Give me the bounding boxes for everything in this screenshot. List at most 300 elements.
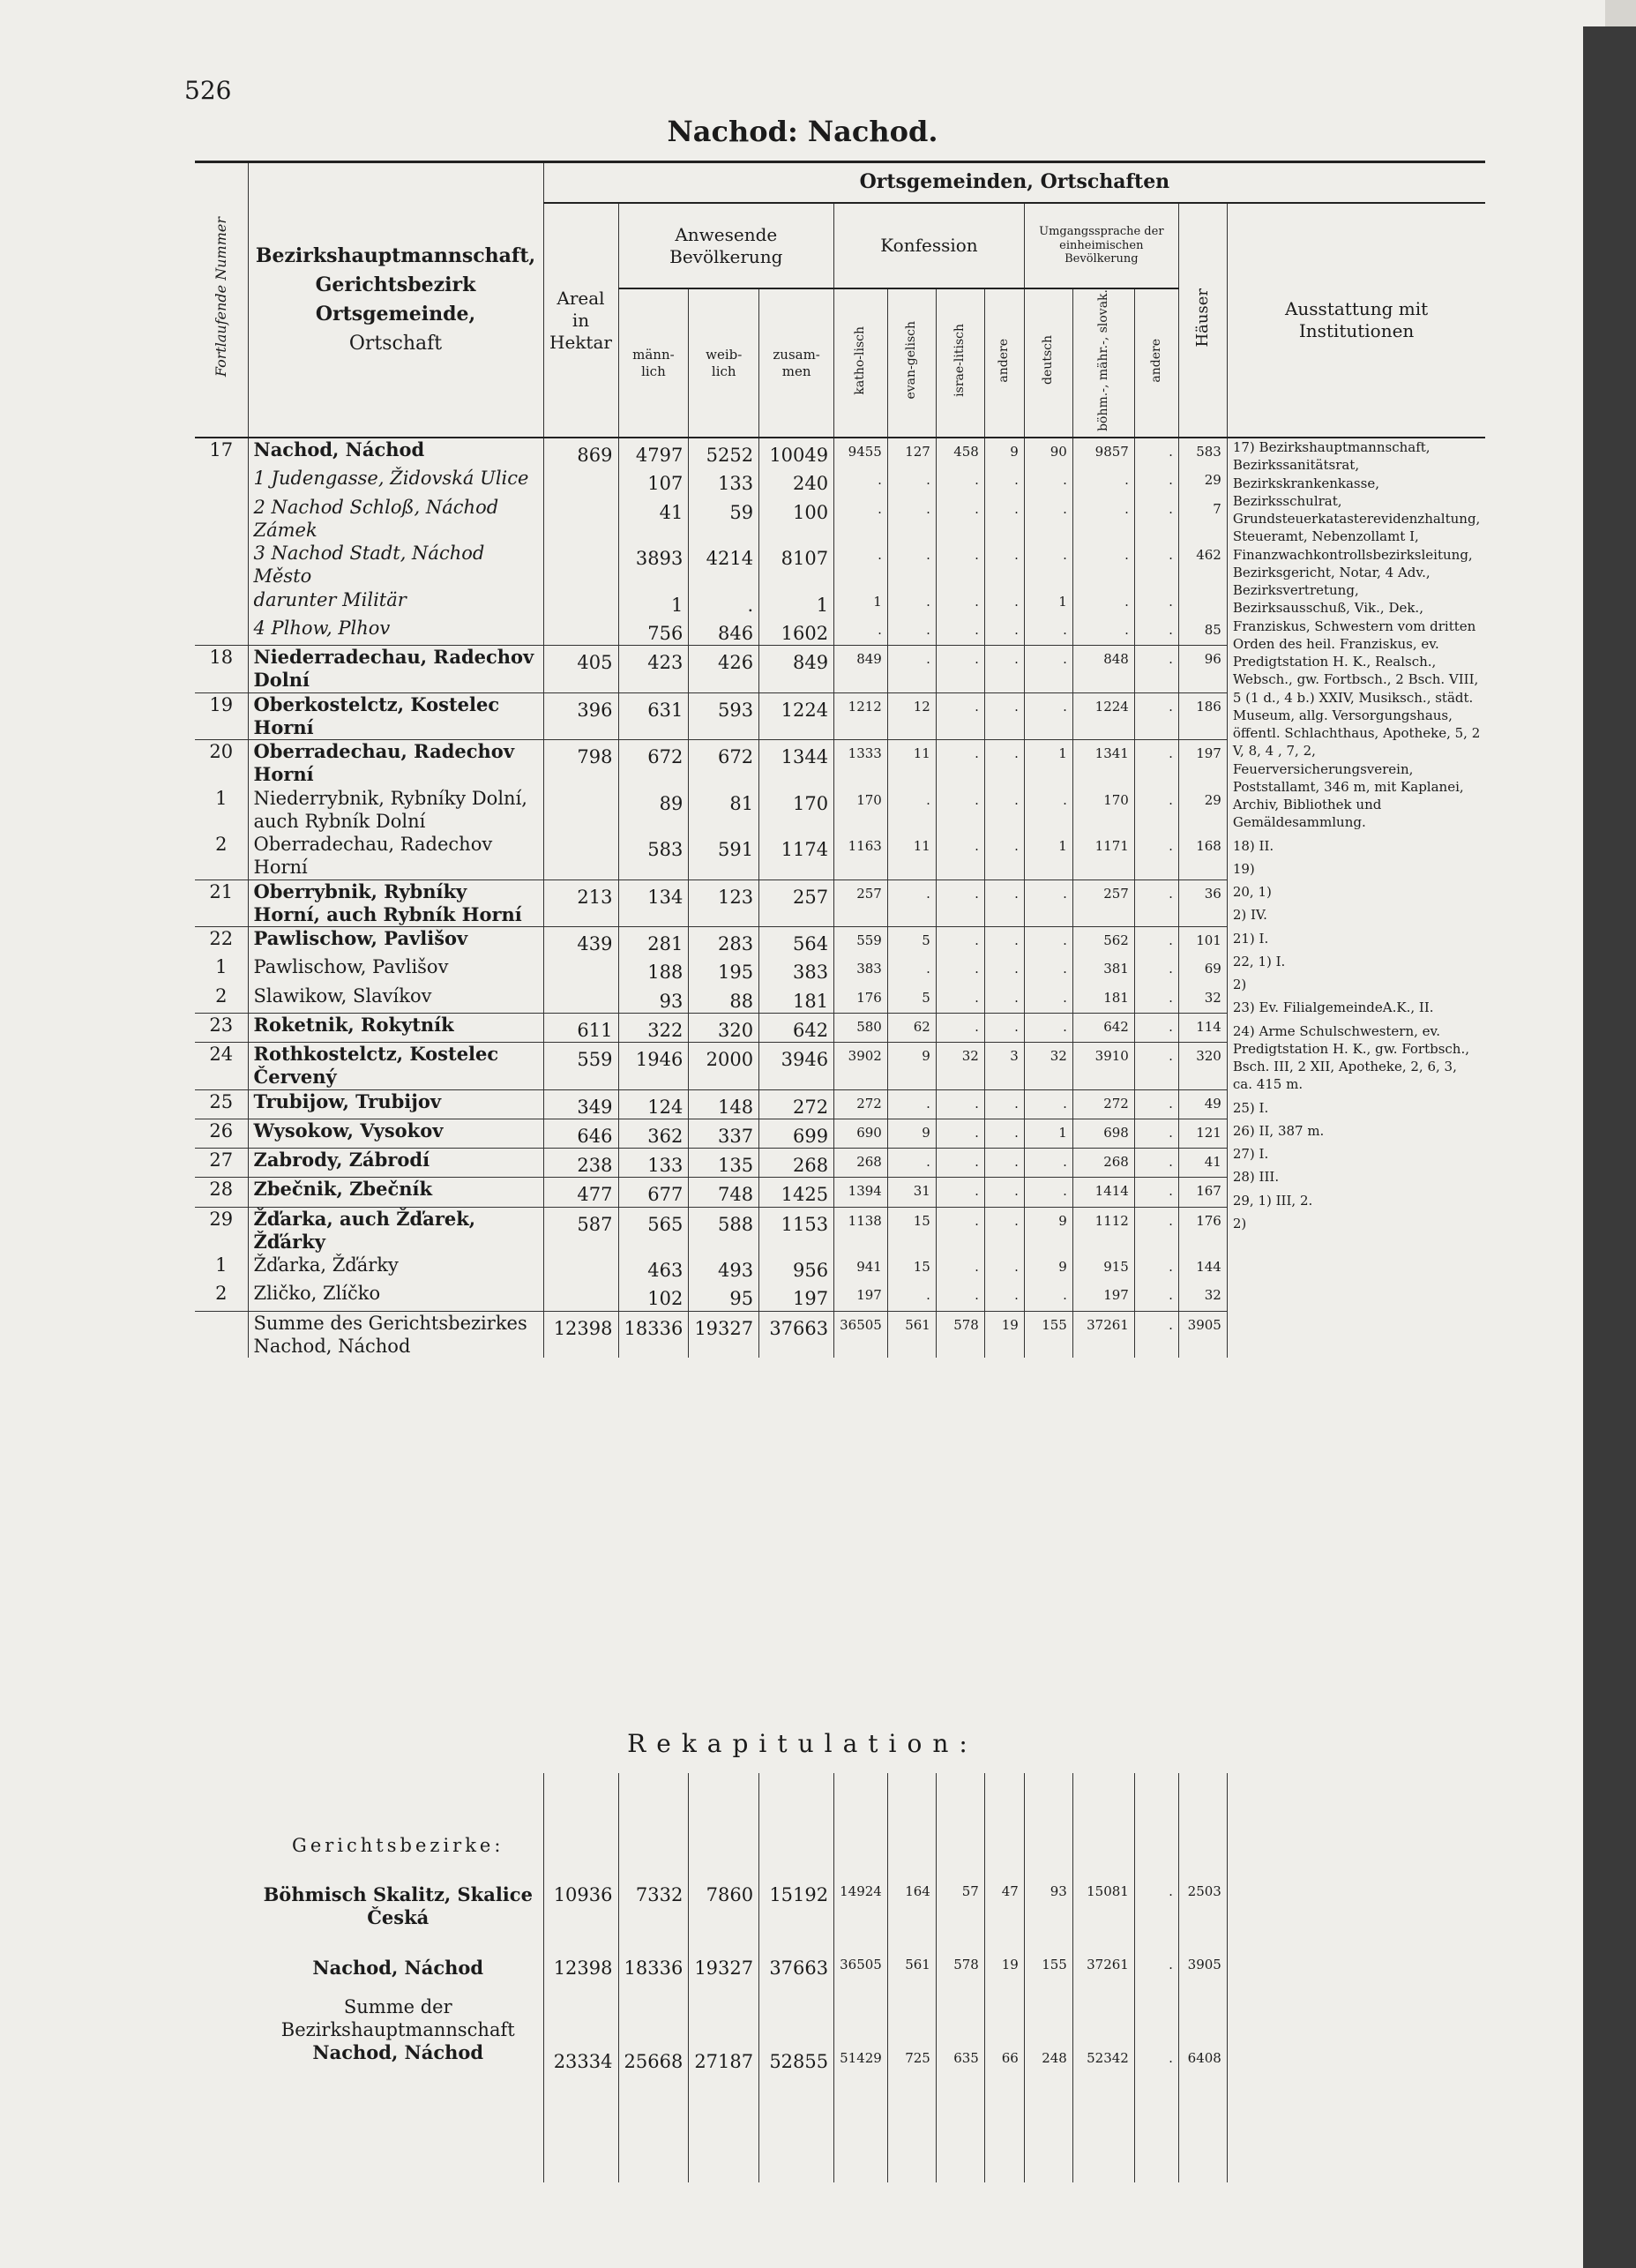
- cell-areal: [543, 833, 618, 880]
- cell-isr: .: [936, 617, 984, 646]
- cell-evan: 11: [887, 833, 936, 880]
- cell-deu: .: [1024, 984, 1072, 1014]
- cell-z: 642: [759, 1013, 834, 1042]
- recap-cell-and1: 47: [984, 1857, 1024, 1930]
- cell-areal: 439: [543, 927, 618, 956]
- institution-note: 21) I.: [1232, 930, 1269, 947]
- cell-haus: 41: [1178, 1149, 1227, 1178]
- col-and2: andere: [1134, 288, 1178, 438]
- place-name: Pawlischow, Pavlišov: [248, 927, 543, 956]
- cell-evan: .: [887, 1089, 936, 1119]
- cell-and2: .: [1134, 927, 1178, 956]
- row-number: [195, 588, 248, 617]
- cell-w: 123: [689, 880, 759, 927]
- book-spine: [1583, 26, 1636, 2268]
- cell-m: 133: [618, 1149, 689, 1178]
- institution-note: 28) III.: [1232, 1169, 1280, 1186]
- place-name: Roketnik, Rokytník: [248, 1013, 543, 1042]
- cell-boh: 1341: [1072, 740, 1134, 787]
- cell-evan: .: [887, 467, 936, 495]
- cell-deu: .: [1024, 955, 1072, 984]
- cell-haus: 186: [1178, 692, 1227, 740]
- cell-z: 956: [759, 1254, 834, 1282]
- cell-and1: .: [984, 1013, 1024, 1042]
- recap-cell-kath: 36505: [834, 1930, 888, 1980]
- cell-z: 257: [759, 880, 834, 927]
- cell-evan: 5: [887, 927, 936, 956]
- recap-cell-m: 7332: [618, 1857, 689, 1930]
- recap-cell-kath: 51429: [834, 1980, 888, 2182]
- cell-kath: 3902: [834, 1043, 888, 1090]
- cell-deu: 1: [1024, 1119, 1072, 1148]
- row-number: 25: [195, 1089, 248, 1119]
- recap-cell-and2: .: [1134, 1930, 1178, 1980]
- cell-evan: 11: [887, 740, 936, 787]
- cell-kath: 690: [834, 1119, 888, 1148]
- recap-blank-and2: [1134, 1773, 1178, 1857]
- recap-cell-m: 25668: [618, 1980, 689, 2182]
- cell-boh: .: [1072, 496, 1134, 543]
- cell-boh: .: [1072, 588, 1134, 617]
- institution-note: 2): [1232, 1215, 1247, 1231]
- institutions-column: [1227, 438, 1485, 1358]
- cell-areal: [543, 496, 618, 543]
- cell-kath: .: [834, 542, 888, 588]
- cell-boh: 1414: [1072, 1178, 1134, 1207]
- cell-z: 383: [759, 955, 834, 984]
- cell-kath: 197: [834, 1282, 888, 1311]
- cell-areal: 349: [543, 1089, 618, 1119]
- recap-table: [253, 1773, 1228, 2182]
- recap-cell-z: 37663: [759, 1930, 834, 1980]
- cell-m: 583: [618, 833, 689, 880]
- row-number: 26: [195, 1119, 248, 1148]
- col-lfd-nr: Fortlaufende Nummer: [195, 162, 248, 438]
- statistics-table: [195, 161, 1485, 1358]
- cell-haus: 29: [1178, 787, 1227, 834]
- cell-m: 672: [618, 740, 689, 787]
- institution-note: 20, 1): [1232, 884, 1272, 901]
- cell-and1: .: [984, 1207, 1024, 1254]
- cell-w: 320: [689, 1013, 759, 1042]
- cell-areal: 477: [543, 1178, 618, 1207]
- recap-cell-and2: .: [1134, 1857, 1178, 1930]
- cell-deu: 9: [1024, 1207, 1072, 1254]
- cell-boh: 197: [1072, 1282, 1134, 1311]
- recap-cell-evan: 164: [887, 1857, 936, 1930]
- cell-z: 1: [759, 588, 834, 617]
- cell-haus: 96: [1178, 646, 1227, 693]
- recap-blank-and1: [984, 1773, 1024, 1857]
- recap-cell-boh: 15081: [1072, 1857, 1134, 1930]
- row-number: 21: [195, 880, 248, 927]
- cell-m: 322: [618, 1013, 689, 1042]
- col-boh: böhm.-, mähr.-, slovak.: [1072, 288, 1134, 438]
- recap-cell-boh: 52342: [1072, 1980, 1134, 2182]
- place-name: Niederradechau, Radechov Dolní: [248, 646, 543, 693]
- col-deu: deutsch: [1024, 288, 1072, 438]
- row-number: 20: [195, 740, 248, 787]
- institution-note: 29, 1) III, 2.: [1232, 1192, 1313, 1209]
- cell-m: 756: [618, 617, 689, 646]
- recap-cell-boh: 37261: [1072, 1930, 1134, 1980]
- cell-evan: .: [887, 1282, 936, 1311]
- place-name: 1 Judengasse, Židovská Ulice: [248, 467, 543, 495]
- col-konf: Konfession: [834, 203, 1025, 288]
- cell-z: 1602: [759, 617, 834, 646]
- cell-haus: 32: [1178, 984, 1227, 1014]
- cell-areal: [543, 467, 618, 495]
- cell-m: 463: [618, 1254, 689, 1282]
- cell-evan: .: [887, 617, 936, 646]
- cell-kath: 580: [834, 1013, 888, 1042]
- cell-areal: 396: [543, 692, 618, 740]
- cell-m: 124: [618, 1089, 689, 1119]
- cell-isr: .: [936, 927, 984, 956]
- recap-blank-areal: [543, 1773, 618, 1857]
- cell-kath: 941: [834, 1254, 888, 1282]
- cell-deu: .: [1024, 496, 1072, 543]
- cell-isr: .: [936, 588, 984, 617]
- cell-areal: 587: [543, 1207, 618, 1254]
- cell-evan: .: [887, 588, 936, 617]
- col-haus: Häuser: [1178, 203, 1227, 438]
- cell-w: 846: [689, 617, 759, 646]
- cell-areal: 238: [543, 1149, 618, 1178]
- cell-areal: [543, 588, 618, 617]
- cell-haus: 49: [1178, 1089, 1227, 1119]
- cell-kath: 9455: [834, 438, 888, 467]
- recap-label: Gerichtsbezirke:: [253, 1773, 543, 1857]
- cell-w: 195: [689, 955, 759, 984]
- cell-w: .: [689, 588, 759, 617]
- cell-deu: .: [1024, 467, 1072, 495]
- cell-boh: 915: [1072, 1254, 1134, 1282]
- cell-w: 148: [689, 1089, 759, 1119]
- cell-and1: .: [984, 467, 1024, 495]
- recap-name: [253, 1930, 543, 1980]
- cell-and2: .: [1134, 542, 1178, 588]
- cell-kath: 1212: [834, 692, 888, 740]
- cell-and1: .: [984, 588, 1024, 617]
- recap-cell-w: 27187: [689, 1980, 759, 2182]
- cell-isr: .: [936, 1089, 984, 1119]
- cell-m: 281: [618, 927, 689, 956]
- cell-kath: 176: [834, 984, 888, 1014]
- cell-isr: .: [936, 1254, 984, 1282]
- cell-kath: .: [834, 496, 888, 543]
- col-areal: Areal in Hektar: [543, 203, 618, 438]
- cell-isr: .: [936, 955, 984, 984]
- place-name: Zabrody, Zábrodí: [248, 1149, 543, 1178]
- cell-evan: 5: [887, 984, 936, 1014]
- cell-w: 88: [689, 984, 759, 1014]
- cell-haus: 176: [1178, 1207, 1227, 1254]
- place-name: Pawlischow, Pavlišov: [248, 955, 543, 984]
- cell-kath: 849: [834, 646, 888, 693]
- cell-areal: 559: [543, 1043, 618, 1090]
- cell-evan: 127: [887, 438, 936, 467]
- recap-blank-kath: [834, 1773, 888, 1857]
- cell-z: 3946: [759, 1043, 834, 1090]
- cell-and1: .: [984, 927, 1024, 956]
- cell-evan: 12: [887, 692, 936, 740]
- col-aus: Ausstattung mit Institutionen: [1227, 203, 1485, 438]
- cell-boh: 170: [1072, 787, 1134, 834]
- recap-cell-haus: 2503: [1178, 1857, 1227, 1930]
- institution-note: 18) II.: [1232, 837, 1274, 854]
- cell-kath: 1163: [834, 833, 888, 880]
- cell-w: 5252: [689, 438, 759, 467]
- cell-evan: .: [887, 496, 936, 543]
- cell-and2: .: [1134, 1282, 1178, 1311]
- cell-and2: .: [1134, 955, 1178, 984]
- recap-cell-haus: 6408: [1178, 1980, 1227, 2182]
- recap-name-text: Nachod, Náchod: [312, 1956, 484, 1979]
- cell-and1: .: [984, 1178, 1024, 1207]
- cell-and2: .: [1134, 692, 1178, 740]
- cell-z: 699: [759, 1119, 834, 1148]
- cell-z: 170: [759, 787, 834, 834]
- cell-boh: 181: [1072, 984, 1134, 1014]
- recap-cell-isr: 578: [936, 1930, 984, 1980]
- place-name: Zličko, Zlíčko: [248, 1282, 543, 1311]
- col-and1: andere: [984, 288, 1024, 438]
- cell-w: 135: [689, 1149, 759, 1178]
- cell-haus: 320: [1178, 1043, 1227, 1090]
- cell-w: 19327: [689, 1311, 759, 1358]
- cell-m: 188: [618, 955, 689, 984]
- cell-haus: 29: [1178, 467, 1227, 495]
- recap-cell-evan: 725: [887, 1980, 936, 2182]
- place-name: Rothkostelctz, Kostelec Červený: [248, 1043, 543, 1090]
- cell-w: 591: [689, 833, 759, 880]
- cell-isr: .: [936, 692, 984, 740]
- cell-kath: .: [834, 467, 888, 495]
- col-isr: israe-litisch: [936, 288, 984, 438]
- cell-and1: .: [984, 1282, 1024, 1311]
- cell-evan: 62: [887, 1013, 936, 1042]
- cell-haus: 121: [1178, 1119, 1227, 1148]
- cell-areal: 611: [543, 1013, 618, 1042]
- cell-and1: 19: [984, 1311, 1024, 1358]
- cell-kath: 36505: [834, 1311, 888, 1358]
- cell-z: 1174: [759, 833, 834, 880]
- cell-areal: [543, 955, 618, 984]
- cell-and2: .: [1134, 787, 1178, 834]
- cell-haus: 167: [1178, 1178, 1227, 1207]
- cell-and2: .: [1134, 1254, 1178, 1282]
- cell-and1: .: [984, 1254, 1024, 1282]
- cell-w: 4214: [689, 542, 759, 588]
- recap-cell-deu: 93: [1024, 1857, 1072, 1930]
- cell-evan: .: [887, 880, 936, 927]
- cell-haus: 36: [1178, 880, 1227, 927]
- place-name: 3 Nachod Stadt, Náchod Město: [248, 542, 543, 588]
- recap-cell-deu: 248: [1024, 1980, 1072, 2182]
- cell-m: 107: [618, 467, 689, 495]
- cell-kath: 559: [834, 927, 888, 956]
- cell-evan: .: [887, 787, 936, 834]
- col-ump: Umgangssprache der einheimischen Bevölkerung: [1024, 203, 1178, 288]
- cell-deu: .: [1024, 646, 1072, 693]
- cell-boh: 1112: [1072, 1207, 1134, 1254]
- cell-boh: 3910: [1072, 1043, 1134, 1090]
- cell-evan: 15: [887, 1207, 936, 1254]
- cell-m: 631: [618, 692, 689, 740]
- recap-title: Rekapitulation:: [627, 1729, 978, 1758]
- cell-isr: .: [936, 496, 984, 543]
- recap-blank-isr: [936, 1773, 984, 1857]
- cell-evan: 15: [887, 1254, 936, 1282]
- recap-cell-and1: 66: [984, 1980, 1024, 2182]
- cell-haus: 197: [1178, 740, 1227, 787]
- cell-areal: [543, 787, 618, 834]
- cell-and2: .: [1134, 588, 1178, 617]
- cell-deu: 1: [1024, 588, 1072, 617]
- place-name: Trubijow, Trubijov: [248, 1089, 543, 1119]
- place-name: Slawikow, Slavíkov: [248, 984, 543, 1014]
- cell-deu: .: [1024, 1013, 1072, 1042]
- recap-cell-areal: 10936: [543, 1857, 618, 1930]
- row-number: 2: [195, 984, 248, 1014]
- cell-w: 59: [689, 496, 759, 543]
- cell-z: 564: [759, 927, 834, 956]
- recap-blank-m: [618, 1773, 689, 1857]
- cell-z: 1344: [759, 740, 834, 787]
- cell-evan: 9: [887, 1043, 936, 1090]
- cell-boh: 37261: [1072, 1311, 1134, 1358]
- cell-m: 41: [618, 496, 689, 543]
- cell-isr: .: [936, 1207, 984, 1254]
- cell-z: 197: [759, 1282, 834, 1311]
- cell-z: 181: [759, 984, 834, 1014]
- recap-label-row: [253, 1773, 1227, 1857]
- cell-deu: .: [1024, 787, 1072, 834]
- cell-and2: .: [1134, 438, 1178, 467]
- cell-deu: 155: [1024, 1311, 1072, 1358]
- cell-kath: 1394: [834, 1178, 888, 1207]
- recap-cell-haus: 3905: [1178, 1930, 1227, 1980]
- cell-and1: .: [984, 880, 1024, 927]
- cell-areal: [543, 984, 618, 1014]
- cell-m: 1: [618, 588, 689, 617]
- place-name: Oberkostelctz, Kostelec Horní: [248, 692, 543, 740]
- cell-isr: 32: [936, 1043, 984, 1090]
- row-number: [195, 467, 248, 495]
- cell-boh: 9857: [1072, 438, 1134, 467]
- cell-isr: .: [936, 1282, 984, 1311]
- cell-and1: .: [984, 542, 1024, 588]
- cell-and2: .: [1134, 1311, 1178, 1358]
- row-number: 1: [195, 955, 248, 984]
- cell-and1: 3: [984, 1043, 1024, 1090]
- cell-evan: .: [887, 542, 936, 588]
- cell-m: 102: [618, 1282, 689, 1311]
- cell-isr: .: [936, 1149, 984, 1178]
- cell-m: 93: [618, 984, 689, 1014]
- row-number: 17: [195, 438, 248, 467]
- cell-haus: 144: [1178, 1254, 1227, 1282]
- row-number: 23: [195, 1013, 248, 1042]
- cell-and1: .: [984, 496, 1024, 543]
- cell-and2: .: [1134, 1149, 1178, 1178]
- cell-and2: .: [1134, 646, 1178, 693]
- cell-and1: .: [984, 833, 1024, 880]
- row-number: 1: [195, 1254, 248, 1282]
- cell-and1: .: [984, 740, 1024, 787]
- cell-and1: .: [984, 617, 1024, 646]
- col-name: Bezirkshauptmannschaft, Gerichtsbezirk Ortsgemeinde, Ortschaft: [248, 162, 543, 438]
- recap-blank-boh: [1072, 1773, 1134, 1857]
- cell-w: 133: [689, 467, 759, 495]
- row-number: 1: [195, 787, 248, 834]
- cell-evan: 9: [887, 1119, 936, 1148]
- cell-boh: 698: [1072, 1119, 1134, 1148]
- institution-note: 19): [1232, 860, 1255, 877]
- cell-evan: 561: [887, 1311, 936, 1358]
- cell-evan: .: [887, 646, 936, 693]
- institution-note: 22, 1) I.: [1232, 953, 1286, 969]
- row-number: 28: [195, 1178, 248, 1207]
- row-number: [195, 542, 248, 588]
- institution-note: 24) Arme Schulschwestern, ev. Predigtstation H. K., gw. Fortbsch., Bsch. III, 2 XII, Apotheke, 2, 6, 3, ca. 415 m.: [1232, 1022, 1470, 1093]
- cell-isr: .: [936, 467, 984, 495]
- cell-and1: .: [984, 1119, 1024, 1148]
- recap-cell-z: 52855: [759, 1980, 834, 2182]
- cell-boh: 272: [1072, 1089, 1134, 1119]
- cell-m: 3893: [618, 542, 689, 588]
- cell-w: 593: [689, 692, 759, 740]
- cell-areal: [543, 1282, 618, 1311]
- cell-deu: .: [1024, 927, 1072, 956]
- cell-boh: 1171: [1072, 833, 1134, 880]
- cell-and1: .: [984, 787, 1024, 834]
- cell-z: 1224: [759, 692, 834, 740]
- row-number: 18: [195, 646, 248, 693]
- recap-name-text: Summe der Bezirkshauptmannschaft: [280, 1995, 515, 2040]
- cell-haus: 101: [1178, 927, 1227, 956]
- cell-boh: 562: [1072, 927, 1134, 956]
- cell-deu: .: [1024, 617, 1072, 646]
- cell-kath: .: [834, 617, 888, 646]
- cell-kath: 1333: [834, 740, 888, 787]
- recap-blank-haus: [1178, 1773, 1227, 1857]
- cell-boh: 381: [1072, 955, 1134, 984]
- cell-boh: 1224: [1072, 692, 1134, 740]
- cell-isr: .: [936, 542, 984, 588]
- recap-cell-kath: 14924: [834, 1857, 888, 1930]
- cell-isr: .: [936, 787, 984, 834]
- recap-row: [253, 1930, 1227, 1980]
- cell-m: 4797: [618, 438, 689, 467]
- table-row: [195, 438, 1485, 467]
- cell-areal: 646: [543, 1119, 618, 1148]
- cell-deu: .: [1024, 1149, 1072, 1178]
- institution-note: 2) IV.: [1232, 907, 1267, 924]
- cell-and1: .: [984, 984, 1024, 1014]
- row-number: 27: [195, 1149, 248, 1178]
- cell-and1: .: [984, 1149, 1024, 1178]
- cell-kath: 272: [834, 1089, 888, 1119]
- cell-haus: 583: [1178, 438, 1227, 467]
- recap-name: [253, 1857, 543, 1930]
- place-name: darunter Militär: [248, 588, 543, 617]
- cell-areal: 405: [543, 646, 618, 693]
- cell-and2: .: [1134, 1043, 1178, 1090]
- cell-evan: .: [887, 1149, 936, 1178]
- cell-z: 100: [759, 496, 834, 543]
